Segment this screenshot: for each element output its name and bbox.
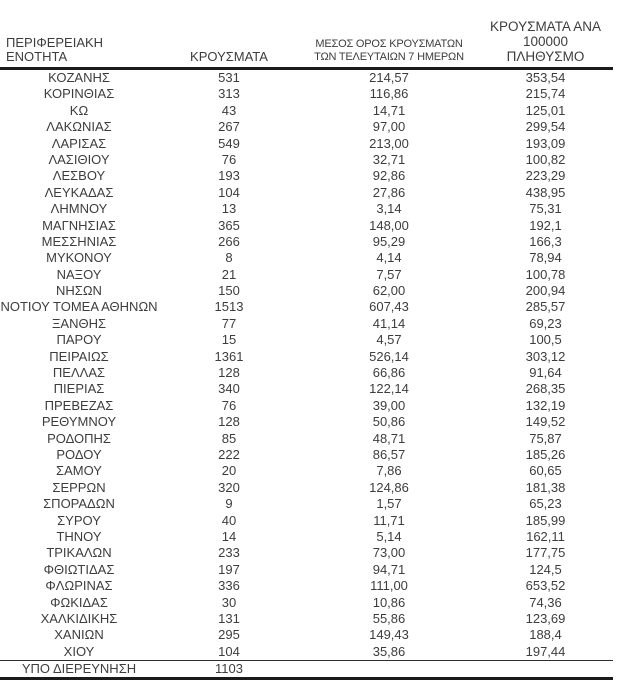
cell-region: ΡΕΘΥΜΝΟΥ xyxy=(41,414,117,430)
cell-cases: 76 xyxy=(221,397,237,413)
cell-region: ΧΑΛΚΙΔΙΚΗΣ xyxy=(40,610,118,626)
cell-region: ΜΥΚΟΝΟΥ xyxy=(46,250,112,266)
table-row xyxy=(0,414,613,430)
table-row xyxy=(0,267,613,283)
cell-per-100000: 193,09 xyxy=(525,135,566,151)
cell-cases: 222 xyxy=(218,446,240,462)
cell-region: ΛΕΣΒΟΥ xyxy=(52,168,106,184)
cell-cases: 43 xyxy=(221,102,237,118)
table-row xyxy=(0,86,613,102)
cell-7day-average: 3,14 xyxy=(376,201,402,217)
cell-region: ΝΟΤΙΟΥ ΤΟΜΕΑ ΑΘΗΝΩΝ xyxy=(0,299,158,315)
cell-7day-average: 122,14 xyxy=(369,381,409,397)
cell-7day-average: 39,00 xyxy=(372,397,406,413)
cell-per-100000: 91,64 xyxy=(529,365,562,381)
table-row xyxy=(0,398,613,414)
cell-7day-average: 50,86 xyxy=(372,414,406,430)
cell-per-100000: 100,78 xyxy=(525,266,566,282)
cell-7day-average: 95,29 xyxy=(372,233,406,249)
cell-cases: 531 xyxy=(218,70,240,85)
cell-region: ΧΑΝΙΩΝ xyxy=(54,627,104,643)
cell-per-100000: 223,29 xyxy=(525,168,566,184)
table-row xyxy=(0,562,613,578)
cell-per-100000: 181,38 xyxy=(525,479,566,495)
table-row xyxy=(0,627,613,643)
cell-7day-average: 607,43 xyxy=(369,299,409,315)
table-row xyxy=(0,381,613,397)
cell-per-100000: 78,94 xyxy=(529,250,562,266)
cell-region: ΚΩ xyxy=(69,102,89,118)
table-footer-row-slot xyxy=(0,661,613,677)
cell-cases: 197 xyxy=(218,561,240,577)
cell-cases: 30 xyxy=(221,594,237,610)
column-header-region: ΠΕΡΙΦΕΡΕΙΑΚΗ ΕΝΟΤΗΤΑ xyxy=(6,35,104,64)
cell-region: ΧΙΟΥ xyxy=(63,643,95,659)
cell-per-100000: 653,52 xyxy=(525,578,566,594)
cell-per-100000: 268,35 xyxy=(525,381,566,397)
cell-7day-average: 48,71 xyxy=(372,430,406,446)
cell-region: ΣΠΟΡΑΔΩΝ xyxy=(43,496,115,512)
cell-per-100000: 177,75 xyxy=(525,545,566,561)
table-row xyxy=(0,332,613,348)
cell-region: ΜΕΣΣΗΝΙΑΣ xyxy=(41,233,117,249)
cell-region: ΤΗΝΟΥ xyxy=(56,528,102,544)
table-row xyxy=(0,661,613,677)
cell-region: ΦΘΙΩΤΙΔΑΣ xyxy=(43,561,115,577)
cell-cases: 131 xyxy=(218,610,240,626)
cell-cases: 77 xyxy=(221,315,237,331)
cell-cases: 1103 xyxy=(215,661,243,677)
cell-cases: 9 xyxy=(225,496,233,512)
cell-cases: 267 xyxy=(218,119,240,135)
cell-region: ΛΕΥΚΑΔΑΣ xyxy=(44,184,114,200)
table-row xyxy=(0,365,613,381)
cell-region: ΠΡΕΒΕΖΑΣ xyxy=(44,397,114,413)
cell-region: ΦΛΩΡΙΝΑΣ xyxy=(45,578,113,594)
cell-7day-average: 149,43 xyxy=(369,627,409,643)
table-row xyxy=(0,201,613,217)
cell-cases: 320 xyxy=(218,479,240,495)
table-row xyxy=(0,611,613,627)
table-row xyxy=(0,152,613,168)
table-row xyxy=(0,529,613,545)
cell-region: ΦΩΚΙΔΑΣ xyxy=(50,594,108,610)
table-row xyxy=(0,136,613,152)
table-row xyxy=(0,185,613,201)
cell-region: ΣΑΜΟΥ xyxy=(56,463,102,479)
cell-cases: 128 xyxy=(218,414,240,430)
cell-cases: 8 xyxy=(225,250,233,266)
table-row xyxy=(0,234,613,250)
cell-per-100000: 60,65 xyxy=(529,463,562,479)
cell-7day-average: 526,14 xyxy=(369,348,409,364)
column-header-7day-average xyxy=(300,38,478,64)
cell-region: ΣΕΡΡΩΝ xyxy=(52,479,106,495)
column-header-per-100000-line2: ΠΛΗΘΥΣΜΟ xyxy=(506,49,585,64)
cell-7day-average: 14,71 xyxy=(372,102,406,118)
table-row xyxy=(0,119,613,135)
cell-7day-average: 7,86 xyxy=(376,463,402,479)
table-row xyxy=(0,644,613,660)
cell-7day-average: 27,86 xyxy=(372,184,406,200)
cell-7day-average: 124,86 xyxy=(369,479,409,495)
cell-cases: 336 xyxy=(218,578,240,594)
cell-cases: 104 xyxy=(218,643,240,659)
table-body xyxy=(0,70,613,660)
cell-7day-average: 62,00 xyxy=(372,283,406,299)
cell-per-100000: 100,82 xyxy=(525,151,566,167)
cell-7day-average: 55,86 xyxy=(372,610,406,626)
cell-per-100000: 192,1 xyxy=(529,217,562,233)
table-row xyxy=(0,283,613,299)
cell-cases: 340 xyxy=(218,381,240,397)
cell-per-100000: 188,4 xyxy=(529,627,562,643)
cell-region: ΠΕΙΡΑΙΩΣ xyxy=(49,348,109,364)
cell-7day-average: 35,86 xyxy=(372,643,406,659)
cell-region: ΜΑΓΝΗΣΙΑΣ xyxy=(42,217,116,233)
table-row xyxy=(0,480,613,496)
cell-cases: 20 xyxy=(221,463,237,479)
cell-cases: 21 xyxy=(221,266,237,282)
cell-per-100000: 65,23 xyxy=(529,496,562,512)
cell-region: ΝΗΣΩΝ xyxy=(56,283,102,299)
cell-cases: 14 xyxy=(221,528,237,544)
cell-7day-average: 111,00 xyxy=(370,578,408,594)
cell-per-100000: 123,69 xyxy=(525,610,566,626)
cell-7day-average: 11,71 xyxy=(373,512,405,528)
cell-7day-average xyxy=(300,661,478,677)
cell-cases: 313 xyxy=(218,86,240,102)
cell-cases: 1513 xyxy=(214,299,244,315)
cell-region: ΣΥΡΟΥ xyxy=(57,512,101,528)
cell-cases: 266 xyxy=(218,233,240,249)
cell-cases: 295 xyxy=(218,627,240,643)
cell-cases: 1361 xyxy=(214,348,244,364)
cell-cases: 150 xyxy=(218,283,240,299)
cell-region: ΚΟΖΑΝΗΣ xyxy=(48,70,110,85)
cell-per-100000: 185,26 xyxy=(525,446,566,462)
cell-per-100000: 200,94 xyxy=(525,283,566,299)
cell-region: ΥΠΟ ΔΙΕΡΕΥΝΗΣΗ xyxy=(21,661,137,677)
cell-per-100000: 69,23 xyxy=(529,315,562,331)
cell-7day-average: 1,57 xyxy=(376,496,402,512)
column-header-7day-average-line2: ΤΩΝ ΤΕΛΕΥΤΑΙΩΝ 7 ΗΜΕΡΩΝ xyxy=(314,51,464,63)
cell-7day-average: 86,57 xyxy=(372,446,406,462)
cell-7day-average: 97,00 xyxy=(372,119,406,135)
cell-per-100000: 353,54 xyxy=(525,70,566,85)
table-row xyxy=(0,595,613,611)
cell-per-100000: 74,36 xyxy=(529,594,562,610)
cell-region: ΠΑΡΟΥ xyxy=(56,332,102,348)
cell-per-100000: 125,01 xyxy=(525,102,566,118)
column-header-per-100000 xyxy=(478,19,613,64)
cell-7day-average: 4,14 xyxy=(376,250,402,266)
cell-region: ΝΑΞΟΥ xyxy=(56,266,102,282)
cell-per-100000: 75,87 xyxy=(529,430,562,446)
cell-7day-average: 148,00 xyxy=(369,217,409,233)
cell-7day-average: 94,71 xyxy=(372,561,406,577)
cell-per-100000: 197,44 xyxy=(525,643,566,659)
cell-region: ΡΟΔΟΥ xyxy=(56,446,102,462)
cell-per-100000: 149,52 xyxy=(525,414,566,430)
table-row xyxy=(0,431,613,447)
table-row xyxy=(0,513,613,529)
cell-region: ΠΕΛΛΑΣ xyxy=(52,365,106,381)
cell-per-100000: 438,95 xyxy=(525,184,566,200)
cell-cases: 85 xyxy=(221,430,237,446)
cell-7day-average: 4,57 xyxy=(376,332,402,348)
cell-7day-average: 66,86 xyxy=(372,365,406,381)
table-row xyxy=(0,103,613,119)
cell-cases: 15 xyxy=(221,332,237,348)
cell-cases: 549 xyxy=(218,135,240,151)
table-row xyxy=(0,70,613,86)
cell-region: ΛΑΡΙΣΑΣ xyxy=(51,135,107,151)
cell-7day-average: 5,14 xyxy=(376,528,402,544)
cell-per-100000: 132,19 xyxy=(525,397,566,413)
cell-region: ΡΟΔΟΠΗΣ xyxy=(47,430,111,446)
cell-cases: 76 xyxy=(221,151,237,167)
table-row xyxy=(0,168,613,184)
cell-cases: 13 xyxy=(221,201,237,217)
cell-per-100000: 75,31 xyxy=(529,201,562,217)
cell-region: ΠΙΕΡΙΑΣ xyxy=(53,381,105,397)
table-row xyxy=(0,545,613,561)
column-header-cases: ΚΡΟΥΣΜΑΤΑ xyxy=(190,49,268,64)
cell-region: ΚΟΡΙΝΘΙΑΣ xyxy=(43,86,115,102)
cell-per-100000: 185,99 xyxy=(525,512,566,528)
regional-cases-table xyxy=(0,19,613,680)
table-row xyxy=(0,496,613,512)
table-row xyxy=(0,447,613,463)
cell-per-100000: 162,11 xyxy=(526,528,565,544)
cell-region: ΛΑΣΙΘΙΟΥ xyxy=(48,151,110,167)
table-row xyxy=(0,463,613,479)
cell-per-100000: 299,54 xyxy=(525,119,566,135)
table-row xyxy=(0,218,613,234)
table-row xyxy=(0,316,613,332)
cell-region: ΞΑΝΘΗΣ xyxy=(51,315,107,331)
table-row xyxy=(0,299,613,315)
cell-per-100000 xyxy=(478,661,613,677)
cell-cases: 233 xyxy=(218,545,240,561)
cell-region: ΛΑΚΩΝΙΑΣ xyxy=(46,119,112,135)
cell-7day-average: 73,00 xyxy=(372,545,406,561)
cell-region: ΤΡΙΚΑΛΩΝ xyxy=(46,545,112,561)
cell-cases: 365 xyxy=(218,217,240,233)
cell-cases: 104 xyxy=(218,184,240,200)
column-header-per-100000-line1: ΚΡΟΥΣΜΑΤΑ ΑΝΑ 100000 xyxy=(490,19,601,49)
cell-7day-average: 41,14 xyxy=(372,315,406,331)
table-row xyxy=(0,250,613,266)
cell-7day-average: 116,86 xyxy=(369,86,409,102)
cell-7day-average: 92,86 xyxy=(372,168,406,184)
cell-7day-average: 214,57 xyxy=(369,70,409,85)
cell-per-100000: 124,5 xyxy=(529,561,562,577)
cell-cases: 193 xyxy=(218,168,240,184)
column-header-7day-average-line1: ΜΕΣΟΣ ΟΡΟΣ ΚΡΟΥΣΜΑΤΩΝ xyxy=(315,38,463,50)
cell-cases: 40 xyxy=(221,512,237,528)
cell-cases: 128 xyxy=(218,365,240,381)
cell-per-100000: 215,74 xyxy=(525,86,566,102)
cell-region: ΛΗΜΝΟΥ xyxy=(50,201,108,217)
table-row xyxy=(0,349,613,365)
cell-per-100000: 100,5 xyxy=(529,332,562,348)
cell-7day-average: 10,86 xyxy=(372,594,406,610)
cell-per-100000: 303,12 xyxy=(525,348,566,364)
cell-7day-average: 213,00 xyxy=(369,135,409,151)
table-header-row xyxy=(0,19,613,67)
cell-7day-average: 32,71 xyxy=(372,151,406,167)
cell-per-100000: 285,57 xyxy=(525,299,566,315)
cell-7day-average: 7,57 xyxy=(376,266,402,282)
cell-per-100000: 166,3 xyxy=(529,233,562,249)
table-row xyxy=(0,578,613,594)
